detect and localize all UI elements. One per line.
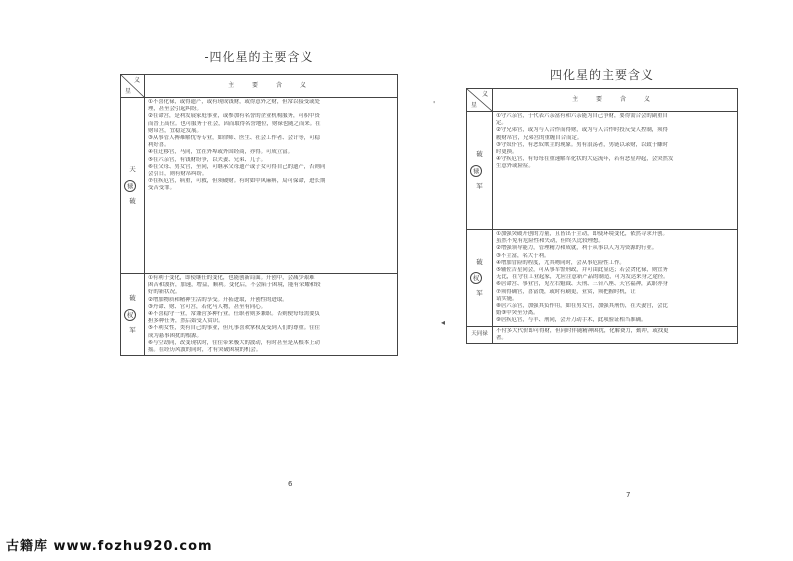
star-char-circled: 权 (124, 309, 136, 321)
meaning-line: ⑥与空劫同，改变现状时，往往带来极大的波动，有时甚至是从根本上动 (148, 339, 320, 346)
star-char: 军 (129, 325, 136, 334)
meaning-line: ①有利于变化，即使继任的变化，也能创新局面。开创中，会减少艰难 (148, 275, 315, 281)
star-char: 天 (129, 165, 136, 174)
meaning-line: ③丹命、财、官可宫，若化马人物，甚至有同心。 (148, 303, 267, 310)
meaning-line: ②守兄弟宫，或为与人合作而得财，或为与人合作时投反受人控制，须得 (496, 127, 668, 134)
star-cell (467, 230, 493, 327)
meaning-line: ④在迁移宫，马同，宜在外埠或外国经商，亦得。可成立富。 (148, 149, 293, 156)
meaning-line: 理，甚至会引起纠纷。 (148, 106, 202, 113)
star-char: 破 (476, 150, 483, 159)
star-char-circled: 权 (470, 272, 482, 284)
star-cell (121, 274, 145, 356)
meaning-line: ⑦在疾厄宫，病重，可救，但须破财。有时如中风麻痹，局可保命，进长期 (148, 178, 326, 185)
table-header-row (121, 75, 398, 98)
page-title-right: 四化星的主要含义 (549, 68, 654, 82)
page-title-left: -四化星的主要含义 (204, 50, 314, 64)
meaning-line: 著。 (496, 334, 507, 341)
meaning-cell (145, 98, 398, 274)
meaning-line: ②增加物质和精神生活的享受。开拓进取，开创性的进取。 (148, 296, 288, 303)
page-number-right: 7 (626, 491, 631, 499)
star-char: 破 (476, 257, 483, 266)
corner-label-top: 义 (133, 77, 140, 84)
meaning-line: ⑤不利女性，类有自己的事业，但凡事喜欢掌权及受到人们的尊重。往往 (148, 325, 320, 332)
page-number-left: 6 (288, 480, 293, 488)
table-row (121, 98, 398, 274)
meaning-line: ⑨居疾厄宫，与羊、刑同，会开刀动手术，此项验证相当准确。 (496, 317, 647, 324)
meaning-line: ⑧居六亲宫，加强其负作用，如在男女宫，加强其刑伤，在夫妻宫，会比 (496, 303, 668, 310)
meaning-line: ⑥居命宫、事业宫，见左右魁钺、天刑、三台八座、天官福神，武职亦身 (496, 281, 668, 288)
header-main: 主 要 含 义 (145, 75, 398, 98)
left-page (120, 48, 398, 488)
meaning-line: 定。 (496, 120, 507, 127)
table-header-row (467, 89, 738, 112)
meaning-line: ①不喜化禄，或得遗产，或有现成钱财，或得意外之财，但常以接受或处 (148, 99, 320, 105)
star-char-circled: 禄 (470, 165, 482, 177)
corner-label-bottom: 星 (125, 87, 132, 95)
table-row (121, 274, 398, 356)
corner-label-top: 义 (481, 91, 488, 98)
meaning-line: ④不喜稳守一业，常兼营多种行业。任职者则多兼职。否则便每每需要负 (148, 311, 320, 318)
meaning-line: 履财帛宫，兄弟宫的重缠自合而定。 (496, 134, 583, 141)
meaning-line: 成为悬事困扰的根源。 (148, 332, 202, 339)
meaning-cell (493, 112, 738, 230)
meaning-line: ⑥在父母、男女宫，至同，可继承父母遗产或子女可得自己的遗产，否则同 (148, 163, 326, 170)
meaning-line: ③守奴仆宫，有恶奴欺主的现象。男有浪荡者，男链以录财，以致于賺时 (496, 141, 668, 148)
meaning-line: 生意外或险症。 (496, 163, 534, 170)
right-page (466, 66, 738, 499)
meaning-line: ④增加冒险的程度，尤其吻同时，会从事危险性工作。 (496, 259, 625, 266)
table-row (467, 230, 738, 327)
meaning-cell (145, 274, 398, 356)
meaning-line: ⑦须得确宫，喜富饶，或时有刷更，亚赏，须把握时机，让 (496, 288, 636, 295)
header-corner (467, 89, 493, 112)
meaning-line: 会引日，则有财帛纠纷。 (148, 171, 208, 178)
star-char: 军 (476, 181, 483, 190)
meaning-line: 利好喜。 (148, 142, 170, 149)
meaning-line: 请实施。 (496, 295, 518, 302)
meaning-table-right (466, 88, 738, 344)
meaning-cell (493, 230, 738, 327)
meaning-line: ⑤辅佐吉星同会，可从事军警刑政，并可由此显达；若会贪化禄，则宜务 (496, 267, 668, 274)
star-cell (467, 326, 493, 343)
star-char: 破 (129, 294, 136, 303)
table-row (467, 112, 738, 230)
meaning-line: ①守六亲宫，于代表六亲富有和六亲能为自己争财，要得需合会的副重自 (496, 113, 668, 119)
star-char: 军 (476, 288, 483, 297)
meaning-line: 好的新状况。 (148, 289, 181, 296)
binding-mark: ◂ (441, 318, 446, 327)
star-char: 破 (129, 196, 136, 205)
meaning-line: ②在命宫，是利发展家庭事业，或参加有名誉的企业机构服务，可积中资 (148, 113, 320, 120)
meaning-line: ③从事管人搏难解忧等专业，如律师、医生、社会工作者、会计等，可稳 (148, 135, 320, 142)
meaning-line: 时更换。 (496, 149, 518, 156)
meaning-line: 不付多大代价即可得财，但同时伴随精神困扰，化解费力，勤冲，或找更 (496, 327, 669, 334)
meaning-cell (493, 326, 738, 343)
header-main: 主 要 含 义 (493, 89, 738, 112)
meaning-line: 而晋上高位。也可服务于社会，因而取得名誉地位，财禄也随之而来。在 (148, 120, 321, 127)
meaning-line: 受苦受罪。 (148, 185, 175, 192)
meaning-line: ②增强领导能力，管理精力和成就，利于从事以人为为资源的行业。 (496, 245, 658, 252)
header-corner (121, 75, 145, 98)
star-char-circled: 禄 (124, 180, 136, 192)
meaning-line: ⑤在六亲宫，有钱财纷争，以夫妻、兄弟、儿子。 (148, 156, 267, 163)
meaning-line: 婚③中突至分离。 (496, 310, 539, 317)
binding-mark: ' (433, 100, 436, 109)
meaning-line: ③不主富，名大于利。 (496, 252, 550, 259)
meaning-line: 摇。在经历风波的同时，才有突破困境的机会。 (148, 347, 262, 354)
star-char: 天同禄 (471, 331, 488, 338)
site-watermark: 古籍库 www.fozhu920.com (6, 539, 213, 554)
meaning-line: 虽然不免有危险性和失动，但终久比较理想。 (496, 238, 604, 245)
meaning-line: ①加强突破开创的力量，且皆出于主动，即使环境变化，依然寻求开创。 (496, 231, 668, 237)
meaning-line: 担多种任务，然后始受人赏识。 (148, 318, 224, 325)
corner-label-bottom: 星 (471, 101, 478, 109)
star-cell (121, 98, 145, 274)
table-row (467, 326, 738, 343)
meaning-table-left (120, 74, 398, 356)
meaning-line: 困苦和波折，加速，增益，顺利。变化后，不会陷于困境，能有荣耀和较 (148, 282, 321, 289)
meaning-line: 无比，在守在工业起家，尤应注意新产品的制造，可为发达来身之途径。 (496, 274, 669, 281)
meaning-line: ④守疾厄宫，有每每在重速解军化状的大运流年，若有恶星冲起，会突然发 (496, 156, 674, 163)
meaning-line: 财帛宫，宜稳定发展。 (148, 127, 202, 134)
star-cell (467, 112, 493, 230)
